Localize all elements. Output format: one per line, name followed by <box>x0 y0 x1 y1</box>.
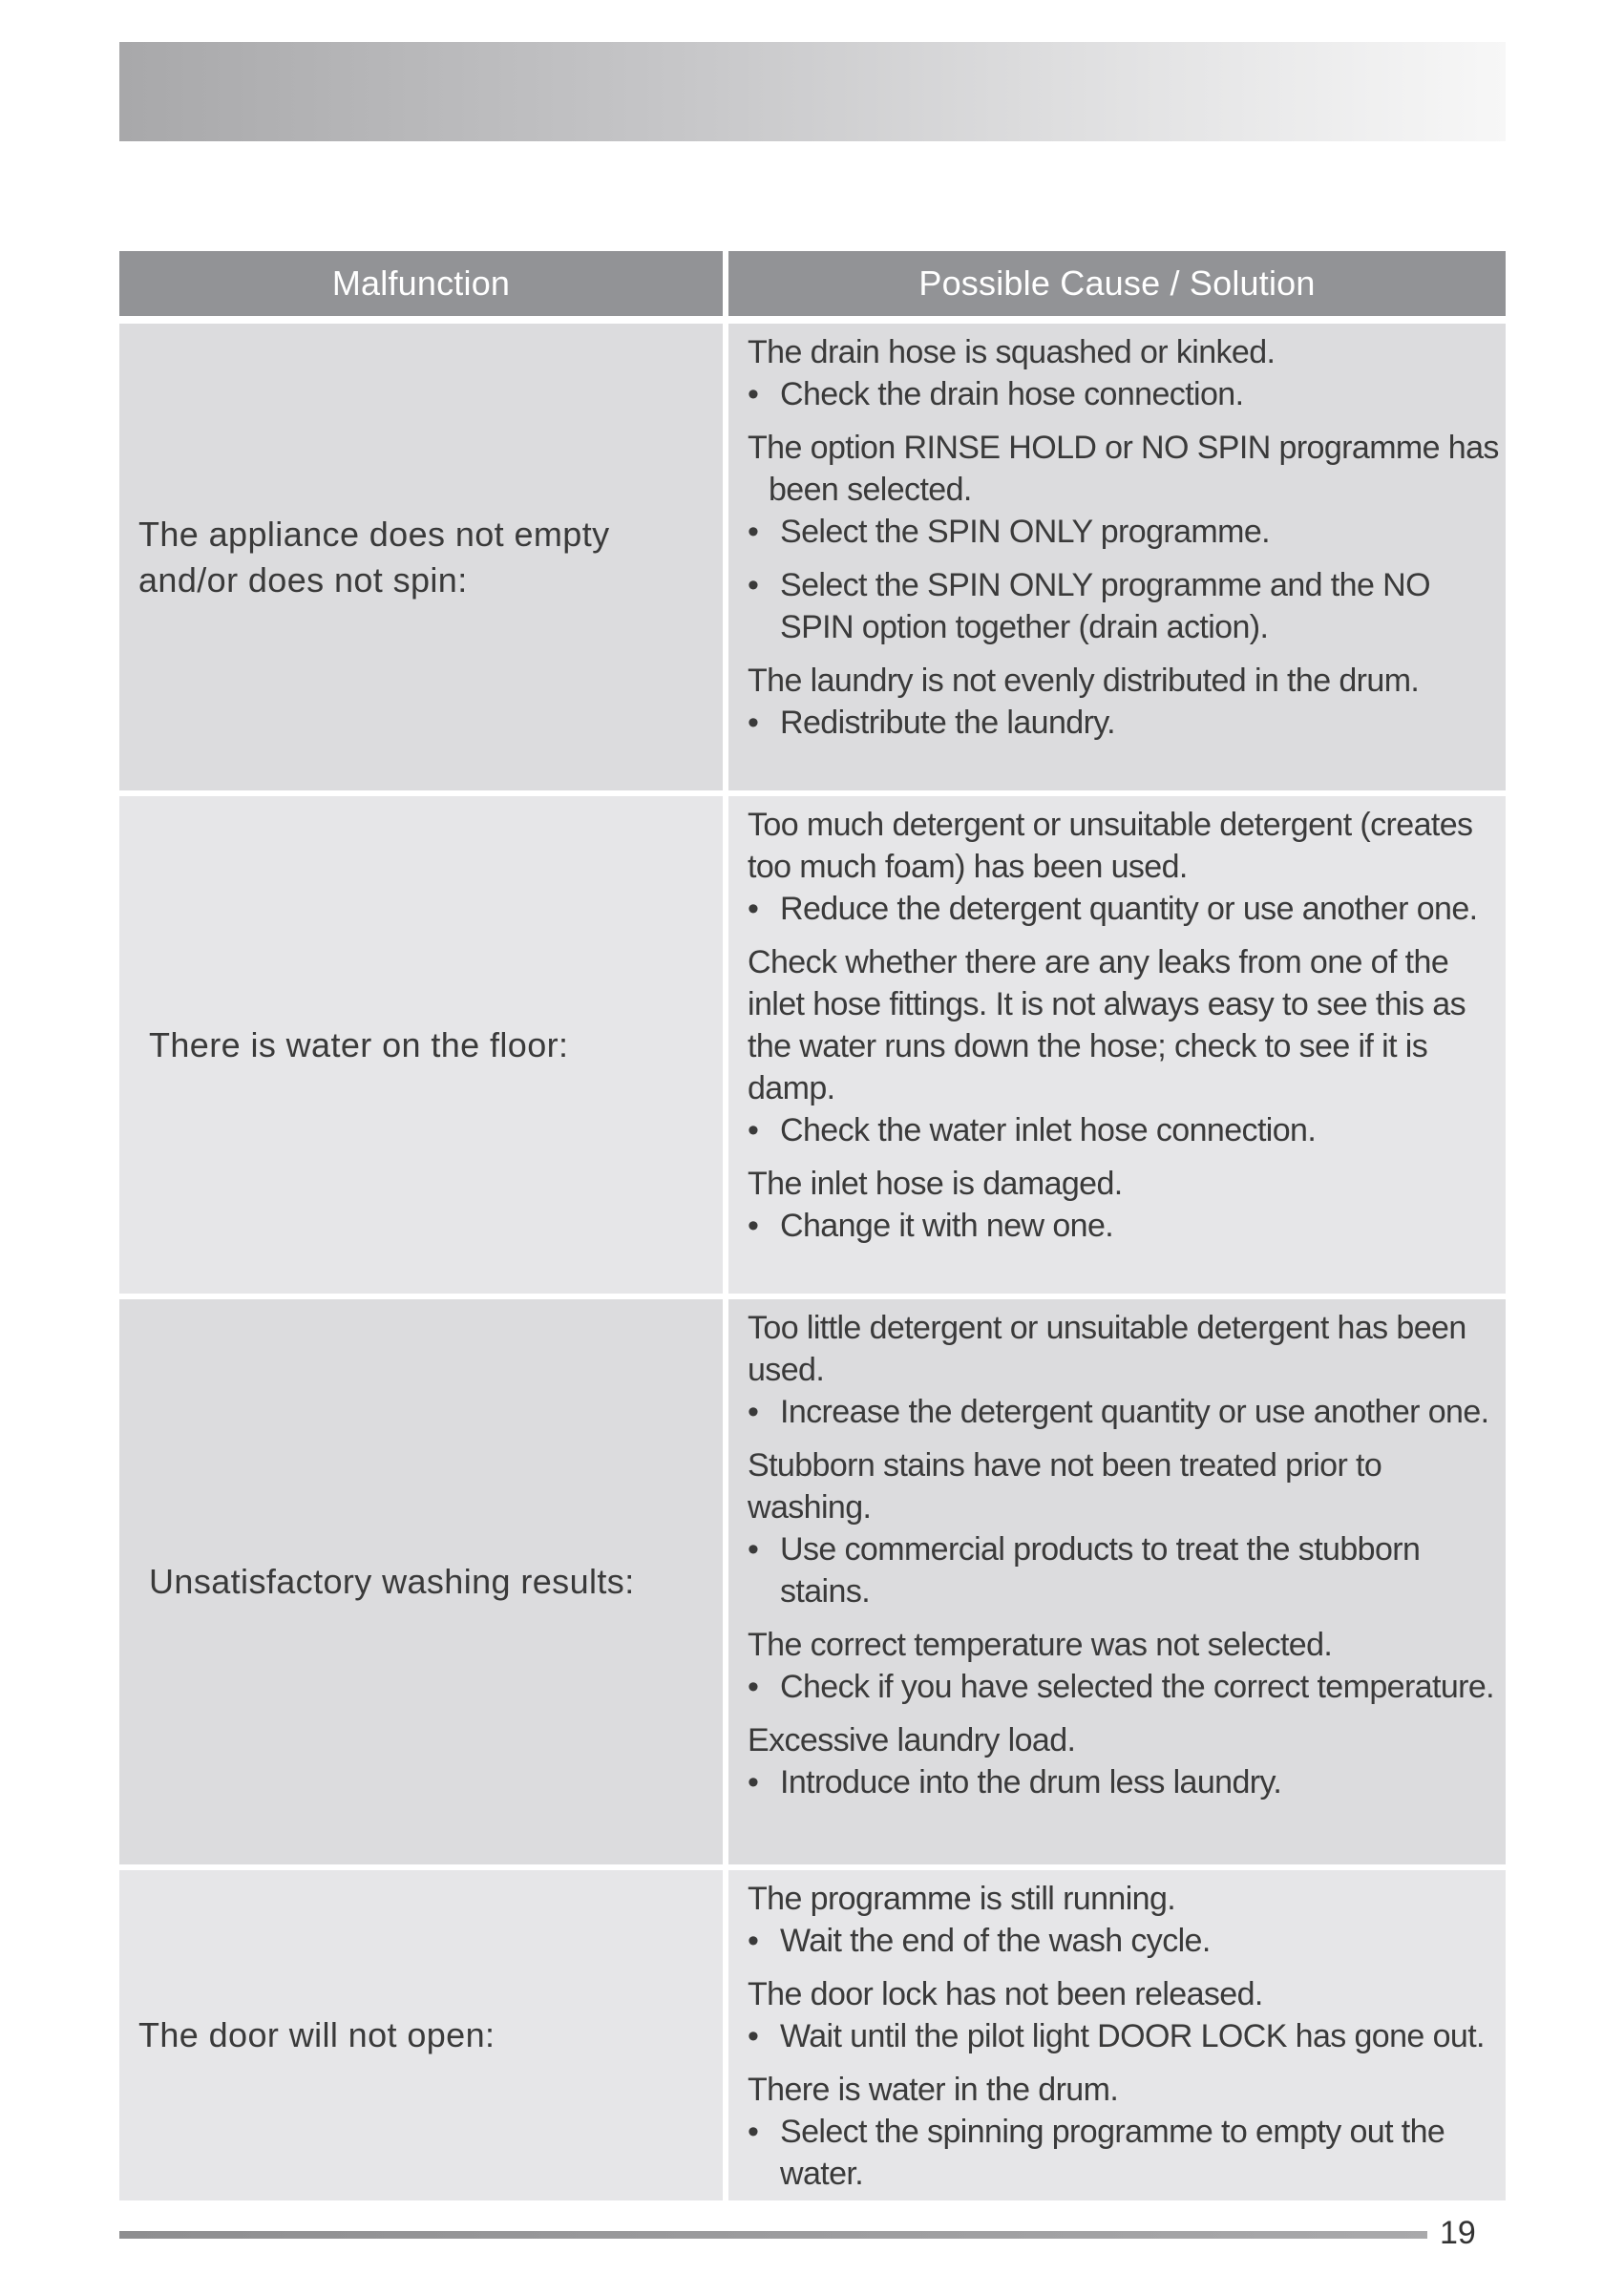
solution-bullet: • Redistribute the laundry. <box>748 705 1116 741</box>
cause-text: There is water in the drum. <box>748 2072 1119 2108</box>
solution-cell <box>728 324 1506 790</box>
cause-group <box>748 1307 1500 1433</box>
solution-bullet: • Reduce the detergent quantity or use another one. <box>748 891 1478 927</box>
solution-bullet: • Change it with new one. <box>748 1208 1114 1244</box>
solution-bullet: • Select the spinning programme to empty out the water. <box>748 2114 1445 2192</box>
table-row <box>119 324 1506 790</box>
solution-bullet: • Introduce into the drum less laundry. <box>748 1764 1282 1800</box>
cause-group <box>748 1719 1500 1803</box>
malfunction-cell <box>119 324 723 790</box>
solution-cell <box>728 1870 1506 2200</box>
malfunction-cell <box>119 796 723 1294</box>
cause-group <box>748 331 1500 415</box>
cause-text: The option RINSE HOLD or NO SPIN programme has been selected. <box>748 430 1499 508</box>
cause-text: The laundry is not evenly distributed in the drum. <box>748 663 1420 699</box>
cause-text: Excessive laundry load. <box>748 1722 1076 1758</box>
cause-text: The correct temperature was not selected. <box>748 1627 1333 1663</box>
cause-text: The drain hose is squashed or kinked. <box>748 334 1276 370</box>
malfunction-text: The appliance does not empty and/or does not spin: <box>138 514 610 600</box>
solution-bullet: • Select the SPIN ONLY programme. <box>748 514 1271 550</box>
malfunction-text: There is water on the floor: <box>149 1024 569 1064</box>
cause-group <box>748 1973 1500 2057</box>
cause-group <box>748 427 1500 648</box>
troubleshooting-table <box>119 251 1506 2206</box>
table-row <box>119 1870 1506 2200</box>
page-header-band <box>119 42 1506 141</box>
cause-text: The door lock has not been released. <box>748 1976 1263 2012</box>
header-solution: Possible Cause / Solution <box>728 251 1506 316</box>
cause-group <box>748 804 1500 930</box>
solution-bullet: • Wait the end of the wash cycle. <box>748 1923 1211 1959</box>
solution-bullet: • Increase the detergent quantity or use another one. <box>748 1394 1489 1430</box>
solution-bullet: • Check the drain hose connection. <box>748 376 1244 412</box>
header-malfunction: Malfunction <box>119 251 723 316</box>
solution-bullet: • Check the water inlet hose connection. <box>748 1112 1317 1148</box>
table-row <box>119 796 1506 1294</box>
solution-bullet: • Use commercial products to treat the stubborn stains. <box>748 1531 1421 1610</box>
cause-group <box>748 660 1500 744</box>
cause-group <box>748 2069 1500 2195</box>
cause-text: Check whether there are any leaks from one of the inlet hose fittings. It is not always easy to see this as the water runs down the hose; check to see if it is damp. <box>748 944 1466 1106</box>
solution-bullet: • Select the SPIN ONLY programme and the NO SPIN option together (drain action). <box>748 567 1430 645</box>
cause-group <box>748 941 1500 1151</box>
cause-group <box>748 1624 1500 1708</box>
solution-bullet: • Check if you have selected the correct temperature. <box>748 1669 1495 1705</box>
page-number: 19 <box>1440 2215 1476 2251</box>
footer-rule <box>119 2231 1427 2239</box>
malfunction-cell <box>119 1870 723 2200</box>
malfunction-cell <box>119 1299 723 1864</box>
cause-text: The inlet hose is damaged. <box>748 1166 1123 1202</box>
cause-text: Stubborn stains have not been treated prior to washing. <box>748 1447 1382 1526</box>
solution-bullet: • Wait until the pilot light DOOR LOCK has gone out. <box>748 2018 1485 2054</box>
cause-group <box>748 1878 1500 1962</box>
table-header <box>119 251 1506 316</box>
malfunction-text: Unsatisfactory washing results: <box>149 1562 635 1601</box>
solution-cell <box>728 1299 1506 1864</box>
solution-cell <box>728 796 1506 1294</box>
table-row <box>119 1299 1506 1864</box>
cause-group <box>748 1163 1500 1247</box>
cause-text: Too little detergent or unsuitable detergent has been used. <box>748 1310 1466 1388</box>
malfunction-text: The door will not open: <box>138 2015 496 2054</box>
cause-text: Too much detergent or unsuitable detergent (creates too much foam) has been used. <box>748 807 1473 885</box>
cause-text: The programme is still running. <box>748 1881 1176 1917</box>
cause-group <box>748 1444 1500 1612</box>
